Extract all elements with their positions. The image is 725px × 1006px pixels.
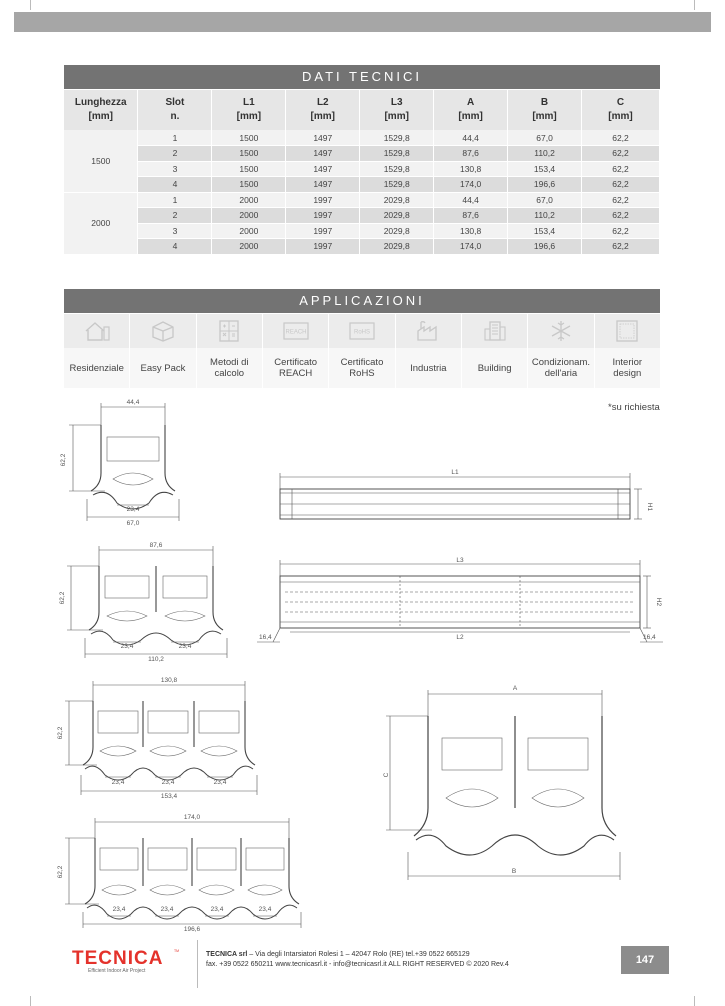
app-easy-pack: Easy Pack (130, 314, 196, 388)
svg-text:23,4: 23,4 (126, 506, 140, 513)
svg-text:A: A (512, 685, 518, 692)
svg-text:16,4: 16,4 (259, 634, 272, 641)
factory-icon (413, 319, 443, 343)
app-industria: Industria (396, 314, 462, 388)
svg-text:174,0: 174,0 (183, 814, 201, 821)
svg-text:TM: TM (174, 949, 180, 953)
app-residenziale: Residenziale (64, 314, 130, 388)
svg-text:23,4: 23,4 (111, 779, 125, 786)
app-certificato-reach: REACH Certificato REACH (263, 314, 329, 388)
app-metodi-calcolo: Metodi di calcolo (197, 314, 263, 388)
svg-text:L3: L3 (456, 557, 464, 564)
specs-header-row: Lunghezza [mm] Slot n. L1 [mm] L2 [mm] L3 [mm] A [mm] B [mm] C [mm] (64, 90, 660, 130)
svg-text:23,4: 23,4 (258, 906, 272, 913)
section-title-dati-tecnici: DATI TECNICI (64, 65, 660, 89)
svg-text:REACH: REACH (285, 329, 307, 336)
svg-text:23,4: 23,4 (210, 906, 224, 913)
svg-text:23,4: 23,4 (178, 643, 192, 650)
side-view-l3-l2 (255, 554, 665, 649)
svg-text:87,6: 87,6 (149, 542, 163, 549)
svg-text:TECNICA: TECNICA (72, 948, 164, 969)
svg-text:44,4: 44,4 (126, 399, 140, 406)
svg-text:L1: L1 (451, 469, 459, 476)
svg-text:62,2: 62,2 (60, 453, 67, 467)
svg-text:Efficient Indoor Air Project: Efficient Indoor Air Project (88, 968, 146, 974)
svg-text:B: B (511, 868, 517, 875)
section-drawing-2-slot (55, 540, 235, 665)
svg-text:23,4: 23,4 (112, 906, 126, 913)
svg-text:196,6: 196,6 (183, 926, 201, 932)
side-view-l1 (270, 465, 660, 530)
svg-text:L2: L2 (456, 634, 464, 641)
table-row: 3 1500 1497 1529,8 130,8 153,4 62,2 (64, 161, 660, 177)
svg-text:H2: H2 (655, 597, 662, 607)
specs-table (64, 90, 660, 255)
frame-icon (612, 319, 642, 343)
svg-text:153,4: 153,4 (160, 793, 178, 800)
footer-divider (197, 940, 198, 988)
reach-icon (281, 319, 311, 343)
building-icon (480, 319, 510, 343)
crop-mark (30, 0, 31, 10)
table-row: 2 1500 1497 1529,8 87,6 110,2 62,2 (64, 146, 660, 162)
app-interior-design: Interior design (595, 314, 660, 388)
top-bar (14, 12, 711, 32)
box-icon (148, 319, 178, 343)
app-building: Building (462, 314, 528, 388)
tecnica-logo (70, 944, 190, 974)
svg-text:67,0: 67,0 (126, 520, 140, 527)
svg-text:C: C (383, 772, 390, 778)
crop-mark (694, 996, 695, 1006)
app-certificato-rohs: RoHS Certificato RoHS (329, 314, 395, 388)
table-row: 3 2000 1997 2029,8 130,8 153,4 62,2 (64, 223, 660, 239)
section-drawing-1-slot (55, 395, 190, 530)
on-request-note: *su richiesta (608, 402, 660, 413)
svg-text:H1: H1 (646, 502, 653, 512)
rohs-icon (347, 319, 377, 343)
length-cell: 1500 (64, 130, 138, 192)
length-cell: 2000 (64, 192, 138, 254)
svg-text:23,4: 23,4 (160, 906, 174, 913)
section-drawing-4-slot (55, 812, 320, 932)
svg-text:110,2: 110,2 (148, 656, 164, 663)
crop-mark (694, 0, 695, 10)
table-row: 4 2000 1997 2029,8 174,0 196,6 62,2 (64, 239, 660, 255)
calculator-icon (214, 319, 244, 343)
svg-text:62,2: 62,2 (57, 865, 64, 879)
house-icon (82, 319, 112, 343)
section-view-large (380, 680, 630, 880)
svg-text:23,4: 23,4 (120, 643, 134, 650)
applications-row (64, 314, 660, 388)
footer-contact: TECNICA srl – Via degli Intarsiatori Rolesi 1 – 42047 Rolo (RE) tel.+39 0522 665129 fax. +39 0522 650211 www.tecnicasrl.it - info@tecnicasrl.it ALL RIGHT RESERVED © 2020 Rev.4 (206, 951, 509, 968)
svg-text:RoHS: RoHS (353, 329, 370, 336)
svg-text:130,8: 130,8 (160, 677, 178, 684)
svg-text:23,4: 23,4 (213, 779, 227, 786)
svg-text:16,4: 16,4 (643, 634, 656, 641)
app-condizionamento: Condizionam. dell'aria (528, 314, 594, 388)
table-row: 4 1500 1497 1529,8 174,0 196,6 62,2 (64, 177, 660, 193)
table-row: 1500 1 1500 1497 1529,8 44,4 67,0 62,2 (64, 130, 660, 146)
page-number: 147 (621, 946, 669, 974)
svg-text:23,4: 23,4 (161, 779, 175, 786)
svg-text:62,2: 62,2 (59, 591, 66, 605)
snowflake-icon (546, 319, 576, 343)
section-title-applicazioni: APPLICAZIONI (64, 289, 660, 313)
table-row: 2 2000 1997 2029,8 87,6 110,2 62,2 (64, 208, 660, 224)
crop-mark (30, 996, 31, 1006)
section-drawing-3-slot (55, 675, 275, 800)
table-row: 2000 1 2000 1997 2029,8 44,4 67,0 62,2 (64, 192, 660, 208)
svg-text:62,2: 62,2 (57, 726, 64, 740)
